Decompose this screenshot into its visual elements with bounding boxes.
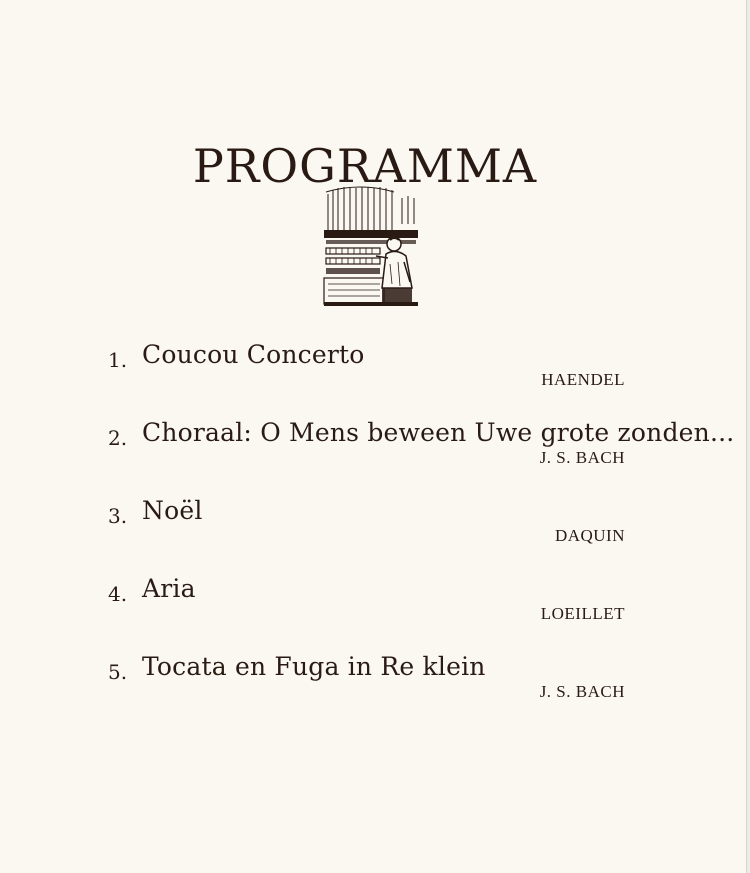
item-number: 4. [108,582,128,606]
item-piece-title: Tocata en Fuga in Re klein [142,652,486,681]
item-composer: J. S. BACH [539,448,625,467]
item-number: 2. [108,426,128,450]
item-piece-title: Noël [142,496,203,525]
program-item [0,418,746,498]
item-composer: HAENDEL [541,370,625,389]
program-item [0,340,746,420]
item-piece-title: Choraal: O Mens beween Uwe grote zonden... [142,418,735,447]
item-piece-title: Coucou Concerto [142,340,365,369]
program-item [0,652,746,732]
page-title: PROGRAMMA [192,138,538,193]
item-composer: LOEILLET [540,604,625,623]
program-item [0,574,746,654]
item-piece-title: Aria [142,574,196,603]
item-number: 3. [108,504,128,528]
item-number: 1. [108,348,128,372]
organist-illustration [320,184,422,308]
item-composer: J. S. BACH [539,682,625,701]
item-number: 5. [108,660,128,684]
item-composer: DAQUIN [554,526,625,545]
program-item [0,496,746,576]
